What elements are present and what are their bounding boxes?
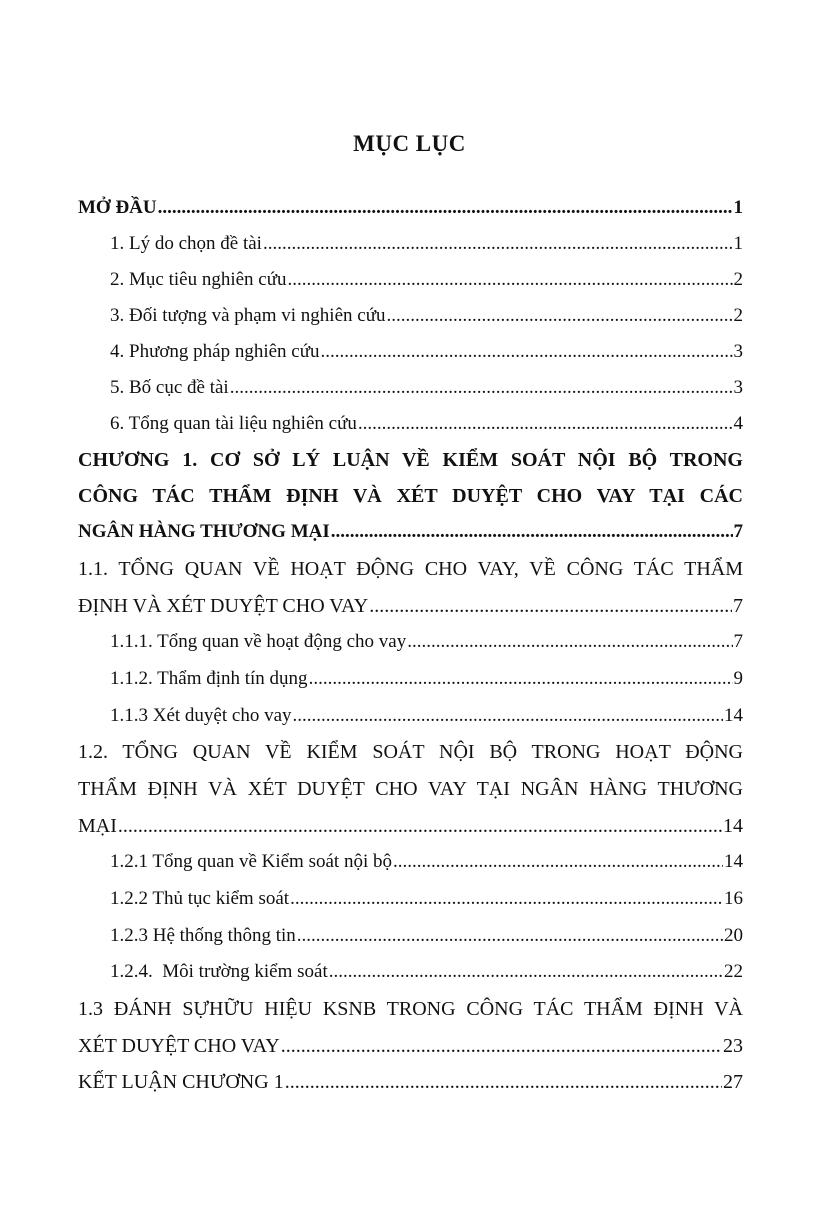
toc-entry-text: KẾT LUẬN CHƯƠNG 1 <box>78 1071 284 1093</box>
toc-section-line[interactable]: 1.1. TỔNG QUAN VỀ HOẠT ĐỘNG CHO VAY, VỀ CÔNG TÁC THẨM <box>78 558 743 580</box>
dot-leader <box>331 520 733 544</box>
toc-entry[interactable] <box>78 704 743 728</box>
dot-leader <box>118 814 722 838</box>
dot-leader <box>407 630 732 654</box>
toc-page-number: 4 <box>733 413 743 434</box>
toc-page-number: 14 <box>724 851 743 872</box>
toc-entry[interactable] <box>78 412 743 436</box>
toc-page-number: 23 <box>723 1035 743 1057</box>
toc-entry-text: 1.2.4. Môi trường kiểm soát <box>110 961 328 982</box>
dot-leader <box>369 594 732 618</box>
toc-page-number: 7 <box>733 631 743 652</box>
toc-entry-chapter-1[interactable] <box>78 520 743 544</box>
dot-leader <box>387 304 733 328</box>
toc-entry-text: ĐỊNH VÀ XÉT DUYỆT CHO VAY <box>78 595 369 617</box>
toc-entry[interactable] <box>78 630 743 654</box>
toc-entry[interactable] <box>78 667 743 691</box>
toc-page-number: 14 <box>723 815 743 837</box>
toc-entry-conclusion[interactable] <box>78 1070 743 1094</box>
toc-page-number: 9 <box>733 668 743 689</box>
dot-leader <box>297 924 723 948</box>
toc-entry-text: 1.1.1. Tổng quan về hoạt động cho vay <box>110 631 407 652</box>
toc-chapter-line[interactable]: CÔNG TÁC THẨM ĐỊNH VÀ XÉT DUYỆT CHO VAY TẠI CÁC <box>78 485 743 507</box>
toc-entry-intro[interactable] <box>78 196 743 220</box>
toc-page-number: 27 <box>723 1071 743 1093</box>
toc-page-number: 2 <box>733 269 743 290</box>
dot-leader <box>288 268 733 292</box>
toc-section-line[interactable]: 1.3 ĐÁNH SỰHỮU HIỆU KSNB TRONG CÔNG TÁC THẨM ĐỊNH VÀ <box>78 998 743 1020</box>
toc-entry-text: MẠI <box>78 815 117 837</box>
toc-entry[interactable] <box>78 960 743 984</box>
toc-page-number: 7 <box>733 595 743 617</box>
toc-page-number: 20 <box>724 925 743 946</box>
toc-page-number: 1 <box>733 233 743 254</box>
toc-entry-text: 1.2.2 Thủ tục kiểm soát <box>110 888 290 909</box>
toc-chapter-line[interactable]: CHƯƠNG 1. CƠ SỞ LÝ LUẬN VỀ KIỂM SOÁT NỘI BỘ TRONG <box>78 449 743 471</box>
toc-entry-text: 1.1.2. Thẩm định tín dụng <box>110 668 308 689</box>
toc-entry[interactable] <box>78 304 743 328</box>
toc-entry[interactable] <box>78 887 743 911</box>
toc-title: MỤC LỤC <box>353 131 466 156</box>
toc-entry-text: 1.1.3 Xét duyệt cho vay <box>110 705 292 726</box>
dot-leader <box>230 376 733 400</box>
dot-leader <box>263 232 733 256</box>
toc-entry-text: 1.2.3 Hệ thống thông tin <box>110 925 296 946</box>
dot-leader <box>285 1070 722 1094</box>
toc-entry-text: NGÂN HÀNG THƯƠNG MẠI <box>78 521 330 542</box>
toc-entry[interactable] <box>78 268 743 292</box>
toc-entry-text: 2. Mục tiêu nghiên cứu <box>110 269 287 290</box>
toc-entry-text: 5. Bố cục đề tài <box>110 377 229 398</box>
toc-entry-section-1-3[interactable] <box>78 1034 743 1058</box>
toc-page-number: 14 <box>724 705 743 726</box>
toc-entry-text: XÉT DUYỆT CHO VAY <box>78 1035 280 1057</box>
toc-page-number: 22 <box>724 961 743 982</box>
toc-page-number: 7 <box>733 521 743 542</box>
toc-entry[interactable] <box>78 376 743 400</box>
toc-page-number: 3 <box>733 341 743 362</box>
toc-entry-text: MỞ ĐẦU <box>78 197 157 218</box>
toc-entry[interactable] <box>78 340 743 364</box>
toc-page-number: 3 <box>733 377 743 398</box>
dot-leader <box>293 704 723 728</box>
toc-section-line[interactable]: THẨM ĐỊNH VÀ XÉT DUYỆT CHO VAY TẠI NGÂN HÀNG THƯƠNG <box>78 778 743 800</box>
dot-leader <box>309 667 733 691</box>
dot-leader <box>321 340 733 364</box>
toc-section-line[interactable]: 1.2. TỔNG QUAN VỀ KIỂM SOÁT NỘI BỘ TRONG HOẠT ĐỘNG <box>78 741 743 763</box>
toc-entry-text: 3. Đối tượng và phạm vi nghiên cứu <box>110 305 386 326</box>
dot-leader <box>158 196 733 220</box>
toc-entry-section-1-2[interactable] <box>78 814 743 838</box>
toc-entry-section-1-1[interactable] <box>78 594 743 618</box>
toc-page-number: 16 <box>724 888 743 909</box>
dot-leader <box>281 1034 722 1058</box>
toc-entry-text: 4. Phương pháp nghiên cứu <box>110 341 320 362</box>
toc-entry[interactable] <box>78 232 743 256</box>
dot-leader <box>358 412 733 436</box>
toc-entry[interactable] <box>78 924 743 948</box>
toc-page-number: 2 <box>733 305 743 326</box>
toc-page-number: 1 <box>733 197 743 218</box>
toc-entry-text: 1. Lý do chọn đề tài <box>110 233 262 254</box>
dot-leader <box>329 960 723 984</box>
toc-entry-text: 6. Tổng quan tài liệu nghiên cứu <box>110 413 357 434</box>
dot-leader <box>393 850 723 874</box>
toc-entry[interactable] <box>78 850 743 874</box>
dot-leader <box>290 887 723 911</box>
toc-entry-text: 1.2.1 Tổng quan về Kiểm soát nội bộ <box>110 851 392 872</box>
